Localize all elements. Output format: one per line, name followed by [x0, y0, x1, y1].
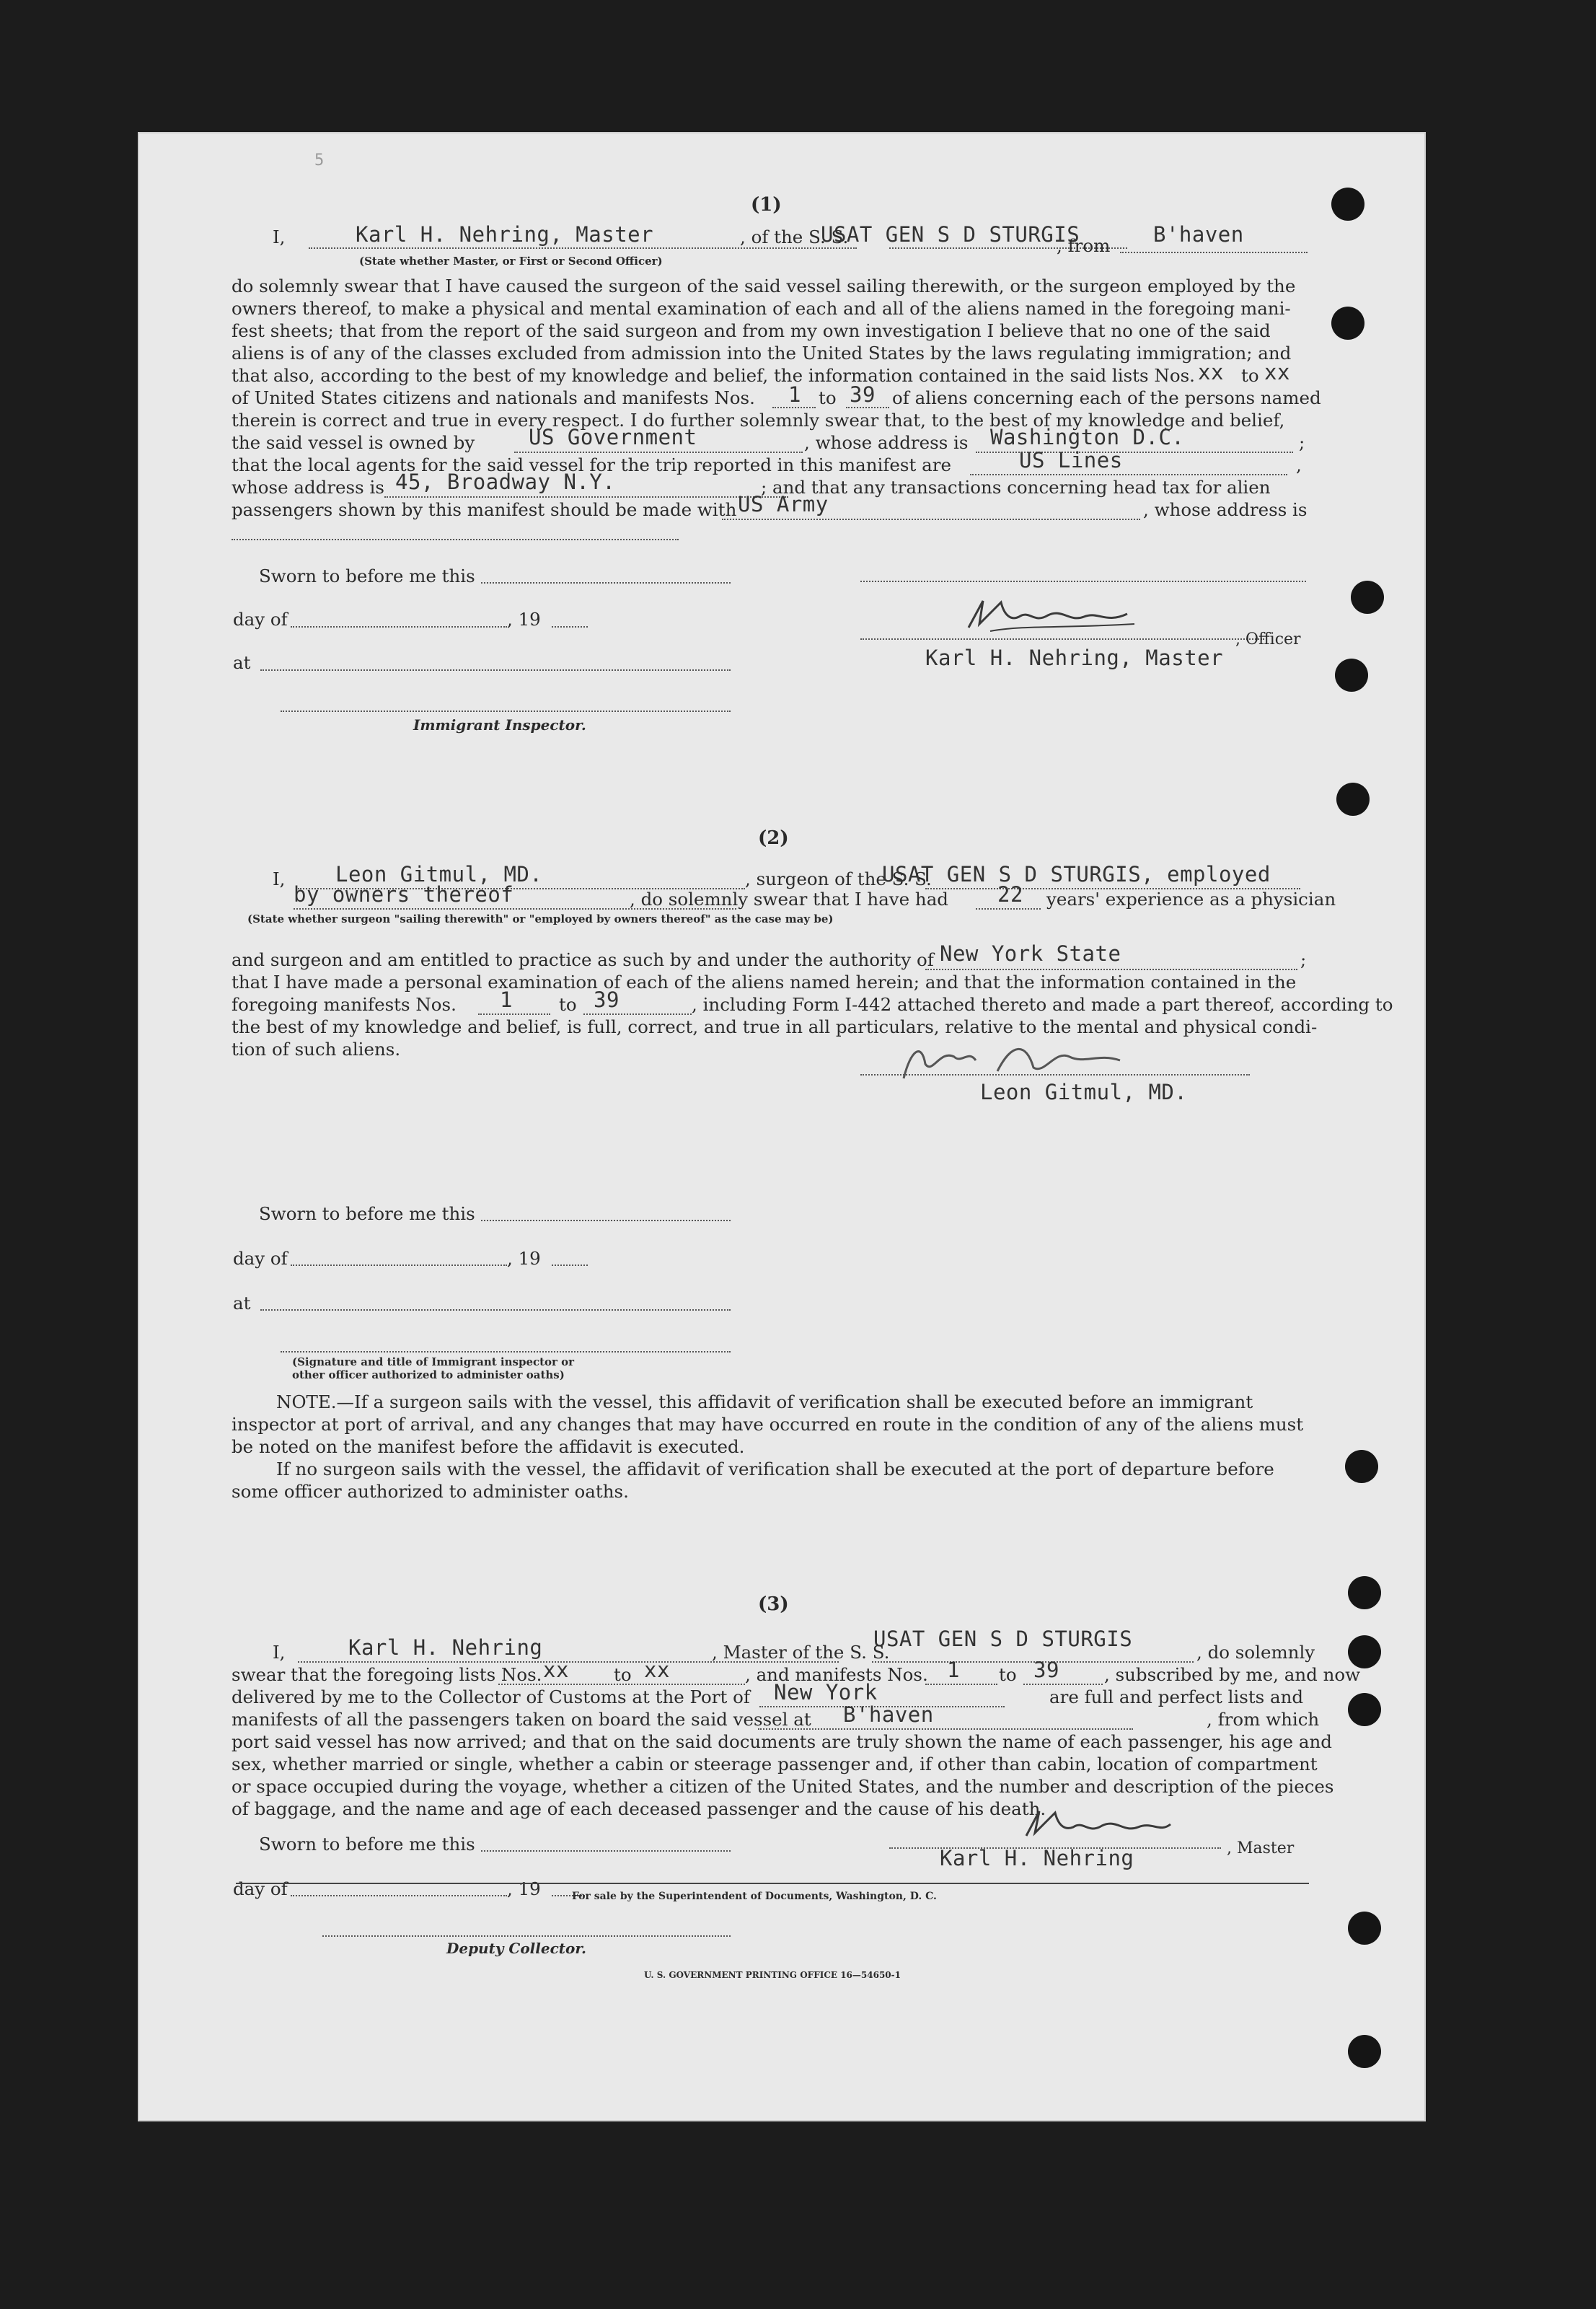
agents-address-field[interactable]: 45, Broadway N.Y.	[395, 470, 616, 494]
agents-field[interactable]: US Lines	[1019, 448, 1123, 472]
section-number: (3)	[758, 1593, 789, 1615]
binder-hole	[1331, 307, 1364, 340]
note-line3: be noted on the manifest before the affidavit is executed.	[232, 1436, 745, 1457]
master-label: , Master	[1227, 1839, 1295, 1857]
section-number: (2)	[758, 827, 789, 849]
day-of-label-3: day of	[233, 1878, 288, 1899]
surgeon-caption: (State whether surgeon "sailing therewith" or "employed by owners thereof" as the case may be)	[247, 912, 834, 925]
p3-line2b: are full and perfect lists and	[1049, 1686, 1304, 1707]
officer-label: , Officer	[1235, 630, 1301, 648]
p2-line4: the best of my knowledge and belief, is full, correct, and true in all particulars, relative to the mental and physical condi-	[232, 1016, 1318, 1037]
master-signature-3	[1019, 1807, 1178, 1847]
origin-port-field[interactable]: B'haven	[843, 1702, 934, 1727]
master-name-field[interactable]: Karl H. Nehring	[348, 1635, 543, 1660]
sworn-label-3: Sworn to before me this	[259, 1834, 475, 1855]
immigrant-inspector-caption: Immigrant Inspector.	[413, 716, 586, 734]
p3-line1a: swear that the foregoing lists Nos.	[232, 1664, 542, 1685]
for-sale-notice: For sale by the Superintendent of Documents, Washington, D. C.	[572, 1891, 937, 1902]
i-label: I,	[273, 868, 286, 889]
note-line2: inspector at port of arrival, and any changes that may have occurred en route in the condition of any of the aliens must	[232, 1414, 1304, 1435]
arrival-port-field[interactable]: New York	[774, 1680, 878, 1705]
owner-address-field[interactable]: Washington D.C.	[990, 425, 1185, 449]
lists-from-field[interactable]: xx	[543, 1658, 569, 1682]
gpo-imprint: U. S. GOVERNMENT PRINTING OFFICE 16—54650-1	[644, 1970, 901, 1980]
binder-hole	[1348, 1635, 1381, 1668]
p1-line11a: passengers shown by this manifest should be made with	[232, 499, 737, 520]
surgeon-signed-name: Leon Gitmul, MD.	[980, 1080, 1188, 1104]
binder-hole	[1345, 1450, 1378, 1483]
master-caption: (State whether Master, or First or Second Officer)	[359, 255, 663, 268]
binder-hole	[1348, 2035, 1381, 2068]
solemnly-label: , do solemnly	[1196, 1642, 1315, 1663]
p1-line8c: ;	[1299, 432, 1305, 453]
p2-line2: that I have made a personal examination of each of the aliens named herein; and that the information contained in the	[232, 972, 1297, 993]
manifest-to-label: to	[999, 1664, 1017, 1685]
section-number: (1)	[751, 194, 782, 216]
note-line1	[276, 1391, 1253, 1413]
day-of-label-2: day of	[233, 1248, 288, 1269]
vessel-field[interactable]: USAT GEN S D STURGIS, employed	[882, 862, 1271, 887]
master-signed-name-3: Karl H. Nehring	[940, 1846, 1134, 1870]
p3-line6: or space occupied during the voyage, whether a citizen of the United States, and the number and description of the pieces	[232, 1776, 1334, 1797]
year-label-3: , 19	[507, 1878, 541, 1899]
year-label-2: , 19	[507, 1248, 541, 1269]
p1-line8a: the said vessel is owned by	[232, 432, 475, 453]
at-label-1: at	[233, 652, 251, 673]
p3-line2a: delivered by me to the Collector of Customs at the Port of	[232, 1686, 750, 1707]
master-name-field[interactable]: Karl H. Nehring, Master	[356, 222, 654, 247]
lists-to-field[interactable]: xx	[1264, 360, 1290, 384]
surgeon-name-field[interactable]: Leon Gitmul, MD.	[335, 862, 543, 887]
vessel-field[interactable]: USAT GEN S D STURGIS	[873, 1627, 1133, 1651]
manifest-to-field[interactable]: 39	[850, 382, 876, 407]
binder-hole	[1331, 188, 1364, 221]
p2-line3b: , including Form I-442 attached thereto and made a part thereof, according to	[692, 994, 1393, 1015]
binder-hole	[1335, 659, 1368, 692]
head-tax-field[interactable]: US Army	[738, 492, 829, 516]
lists-to-field[interactable]: xx	[644, 1658, 670, 1682]
binder-hole	[1348, 1576, 1381, 1609]
p3-line7: of baggage, and the name and age of each deceased passenger and the cause of his death.	[232, 1798, 1046, 1819]
binder-hole	[1348, 1693, 1381, 1726]
p3-line3a: manifests of all the passengers taken on board the said vessel at	[232, 1709, 811, 1730]
p1-line6a: of United States citizens and nationals and manifests Nos.	[232, 387, 755, 408]
p3-line4: port said vessel has now arrived; and that on the said documents are truly shown the name of each passenger, his age and	[232, 1731, 1332, 1752]
binder-hole	[1348, 1912, 1381, 1945]
p1-line5: that also, according to the best of my knowledge and belief, the information contained in the said lists Nos.	[232, 365, 1195, 386]
note-line4: If no surgeon sails with the vessel, the affidavit of verification shall be executed at the port of departure before	[276, 1459, 1274, 1479]
manifest-to-label: to	[559, 994, 577, 1015]
at-label-2: at	[233, 1293, 251, 1314]
p1-line1: do solemnly swear that I have caused the surgeon of the said vessel sailing therewith, or the surgeon employed by the	[232, 276, 1296, 296]
p1-line11b: , whose address is	[1143, 499, 1308, 520]
master-signature-1	[961, 595, 1149, 638]
bottom-rule	[236, 1883, 1309, 1884]
sworn-label-1: Sworn to before me this	[259, 566, 475, 586]
affidavit-sheet	[139, 133, 1424, 2120]
lists-to-label: to	[614, 1664, 632, 1685]
p2-line1a: and surgeon and am entitled to practice as such by and under the authority of	[232, 949, 934, 970]
note-text1: —If a surgeon sails with the vessel, this affidavit of verification shall be executed before an immigrant	[336, 1391, 1253, 1412]
owner-field[interactable]: US Government	[529, 425, 697, 449]
p3-line1b: , and manifests Nos.	[745, 1664, 928, 1685]
vessel-field[interactable]: USAT GEN S D STURGIS	[821, 222, 1080, 247]
master-signed-name: Karl H. Nehring, Master	[925, 646, 1224, 670]
p1-line3: fest sheets; that from the report of the said surgeon and from my own investigation I believe that no one of the said	[232, 320, 1271, 341]
p2-line3a: foregoing manifests Nos.	[232, 994, 457, 1015]
p1-line4: aliens is of any of the classes excluded from admission into the United States by the laws regulating immigration; and	[232, 343, 1292, 364]
swear-label: , do solemnly swear that I have had	[630, 889, 948, 910]
p1-line8b: , whose address is	[804, 432, 969, 453]
p3-line3b: , from which	[1207, 1709, 1320, 1730]
departure-port-field[interactable]: B'haven	[1153, 222, 1244, 247]
manifest-to-label: to	[819, 387, 837, 408]
from-label: , from	[1057, 235, 1111, 256]
note-line5: some officer authorized to administer oaths.	[232, 1481, 629, 1502]
experience-label: years' experience as a physician	[1046, 889, 1336, 910]
p1-line6b: of aliens concerning each of the persons named	[892, 387, 1321, 408]
manifest-from-field[interactable]: 1	[947, 1658, 960, 1682]
binder-hole	[1336, 783, 1370, 816]
p3-line1c: , subscribed by me, and now	[1104, 1664, 1361, 1685]
p1-line10b: ; and that any transactions concerning head tax for alien	[761, 477, 1271, 498]
i-label: I,	[273, 1642, 286, 1663]
p1-line7: therein is correct and true in every respect. I do further solemnly swear that, to the best of my knowledge and belief,	[232, 410, 1285, 431]
p2-line1b: ;	[1300, 949, 1307, 970]
manifest-to-field[interactable]: 39	[594, 988, 620, 1012]
note-label: NOTE.	[276, 1391, 337, 1412]
years-experience-field[interactable]: 22	[997, 882, 1023, 907]
p3-line5: sex, whether married or single, whether a cabin or steerage passenger and, if other than cabin, location of compartment	[232, 1754, 1318, 1774]
sig-caption-2: other officer authorized to administer oaths)	[292, 1368, 565, 1381]
of-ss-label: , of the S. S.	[740, 226, 849, 247]
manifest-to-field[interactable]: 39	[1033, 1658, 1059, 1682]
year-label-1: , 19	[507, 609, 541, 630]
surgeon-signature	[889, 1035, 1149, 1086]
p1-line9b: ,	[1296, 454, 1302, 475]
binder-hole	[1351, 581, 1384, 614]
lists-to-label: to	[1241, 365, 1259, 386]
master-of-label: , Master of the S. S.	[712, 1642, 890, 1663]
p1-line10a: whose address is	[232, 477, 384, 498]
corner-mark: 5	[314, 151, 325, 170]
p1-line2: owners thereof, to make a physical and mental examination of each and all of the aliens named in the foregoing mani-	[232, 298, 1291, 319]
i-label: I,	[273, 226, 286, 247]
sworn-label-2: Sworn to before me this	[259, 1203, 475, 1224]
manifest-from-field[interactable]: 1	[500, 988, 513, 1012]
manifest-from-field[interactable]: 1	[788, 382, 801, 407]
lists-from-field[interactable]: xx	[1198, 360, 1224, 384]
employment-field[interactable]: by owners thereof	[294, 882, 514, 907]
surgeon-of-label: , surgeon of the S. S.	[745, 868, 932, 889]
p2-line5: tion of such aliens.	[232, 1039, 401, 1060]
day-of-label-1: day of	[233, 609, 288, 630]
authority-field[interactable]: New York State	[940, 941, 1121, 966]
deputy-collector-caption: Deputy Collector.	[446, 1940, 587, 1957]
sig-caption-1: (Signature and title of Immigrant inspector or	[292, 1355, 575, 1368]
p1-line9a: that the local agents for the said vessel for the trip reported in this manifest are	[232, 454, 951, 475]
